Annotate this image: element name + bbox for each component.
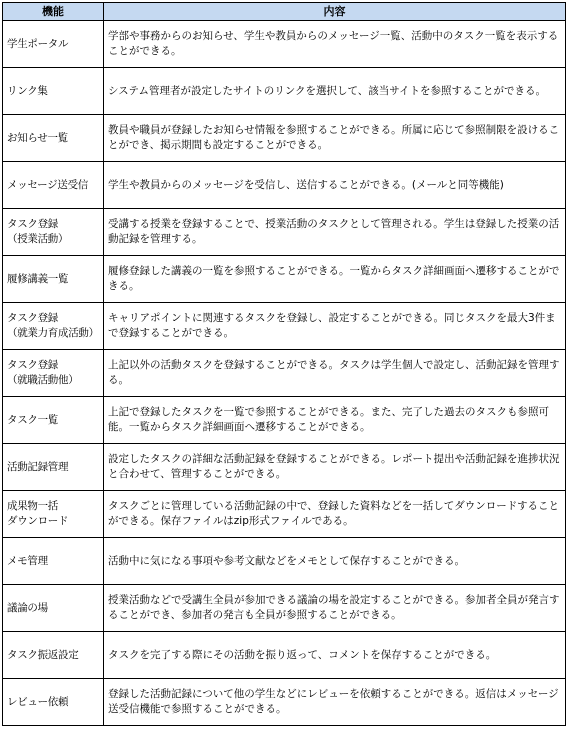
- table-row: [3, 585, 566, 632]
- function-cell: タスク登録 （就職活動他）: [3, 350, 104, 397]
- function-cell: リンク集: [3, 68, 104, 115]
- description-cell: 受講する授業を登録することで、授業活動のタスクとして管理される。学生は登録した授業の活動記録を管理する。: [104, 209, 566, 256]
- function-cell: 成果物一括 ダウンロード: [3, 491, 104, 538]
- table-row: [3, 115, 566, 162]
- description-cell: 設定したタスクの詳細な活動記録を登録することができる。レポート提出や活動記録を進捗状況と合わせて、管理することができる。: [104, 444, 566, 491]
- feature-table: [2, 2, 566, 726]
- table-row: [3, 350, 566, 397]
- table-row: [3, 679, 566, 726]
- header-row: [3, 3, 566, 21]
- function-cell: タスク登録 （授業活動）: [3, 209, 104, 256]
- description-cell: 教員や職員が登録したお知らせ情報を参照することができる。所属に応じて参照制限を設けることができ、掲示期間も設定することができる。: [104, 115, 566, 162]
- description-cell: 授業活動などで受講生全員が参加できる議論の場を設定することができる。参加者全員が発言することができ、参加者の発言も全員が参照することができる。: [104, 585, 566, 632]
- function-cell: 履修講義一覧: [3, 256, 104, 303]
- function-cell: レビュー依頼: [3, 679, 104, 726]
- header-description: 内容: [104, 3, 566, 21]
- table-row: [3, 256, 566, 303]
- function-cell: 学生ポータル: [3, 21, 104, 68]
- function-cell: タスク振返設定: [3, 632, 104, 679]
- function-cell: 議論の場: [3, 585, 104, 632]
- description-cell: 学生や教員からのメッセージを受信し、送信することができる。(メールと同等機能): [104, 162, 566, 209]
- table-header: [3, 3, 566, 21]
- description-cell: 登録した活動記録について他の学生などにレビューを依頼することができる。返信はメッセージ送受信機能で参照することができる。: [104, 679, 566, 726]
- table-row: [3, 397, 566, 444]
- description-cell: 上記以外の活動タスクを登録することができる。タスクは学生個人で設定し、活動記録を管理する。: [104, 350, 566, 397]
- description-cell: タスクごとに管理している活動記録の中で、登録した資料などを一括してダウンロードすることができる。保存ファイルはzip形式ファイルである。: [104, 491, 566, 538]
- function-cell: タスク一覧: [3, 397, 104, 444]
- table-row: [3, 68, 566, 115]
- description-cell: 学部や事務からのお知らせ、学生や教員からのメッセージ一覧、活動中のタスク一覧を表示することができる。: [104, 21, 566, 68]
- table-row: [3, 538, 566, 585]
- function-cell: メッセージ送受信: [3, 162, 104, 209]
- description-cell: 活動中に気になる事項や参考文献などをメモとして保存することができる。: [104, 538, 566, 585]
- description-cell: 履修登録した講義の一覧を参照することができる。一覧からタスク詳細画面へ遷移することができる。: [104, 256, 566, 303]
- description-cell: タスクを完了する際にその活動を振り返って、コメントを保存することができる。: [104, 632, 566, 679]
- header-function: 機能: [3, 3, 104, 21]
- function-cell: タスク登録 （就業力育成活動）: [3, 303, 104, 350]
- table-row: [3, 21, 566, 68]
- table-row: [3, 209, 566, 256]
- table-row: [3, 444, 566, 491]
- table-row: [3, 491, 566, 538]
- description-cell: システム管理者が設定したサイトのリンクを選択して、該当サイトを参照することができる。: [104, 68, 566, 115]
- function-cell: 活動記録管理: [3, 444, 104, 491]
- table-body: [3, 21, 566, 726]
- function-cell: お知らせ一覧: [3, 115, 104, 162]
- table-row: [3, 632, 566, 679]
- table-row: [3, 162, 566, 209]
- function-cell: メモ管理: [3, 538, 104, 585]
- description-cell: キャリアポイントに関連するタスクを登録し、設定することができる。同じタスクを最大3件まで登録することができる。: [104, 303, 566, 350]
- description-cell: 上記で登録したタスクを一覧で参照することができる。また、完了した過去のタスクも参照可能。一覧からタスク詳細画面へ遷移することができる。: [104, 397, 566, 444]
- table-row: [3, 303, 566, 350]
